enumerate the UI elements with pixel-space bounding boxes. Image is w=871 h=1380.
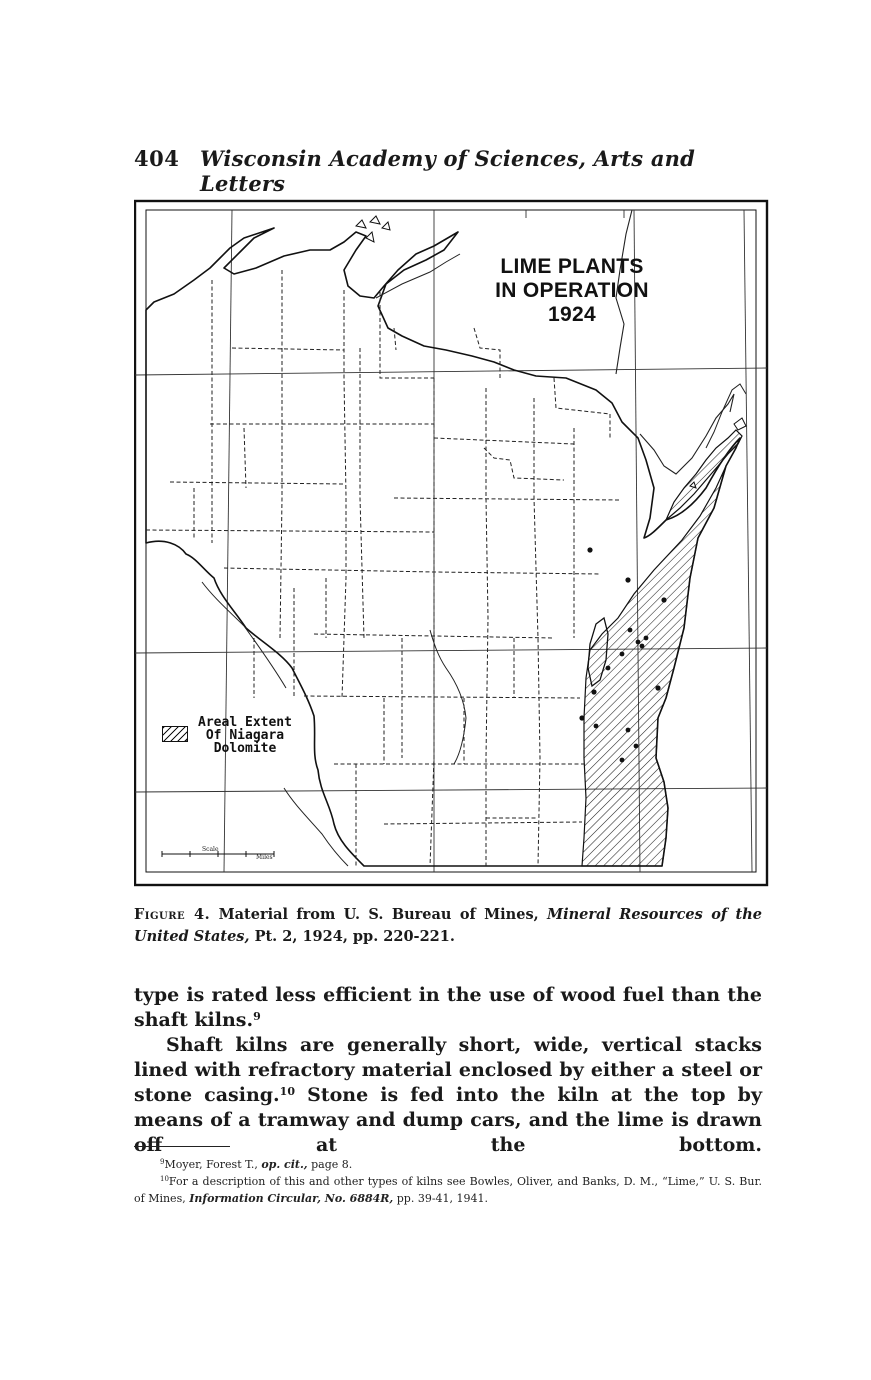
river	[202, 582, 286, 688]
footnote-italic: Information Circular, No. 6884R,	[189, 1192, 394, 1205]
footnote-text: Moyer, Forest T.,	[164, 1158, 258, 1171]
title-leader	[376, 254, 460, 298]
paragraph-text: Stone is fed into the kiln at the top by means of a tramway and dump cars, and the lime is drawn off at the bottom.	[134, 1084, 762, 1156]
lime-plant-marker	[620, 758, 625, 763]
lime-plant-marker	[620, 652, 625, 657]
county-lines	[146, 270, 620, 866]
lime-plant-marker	[579, 715, 584, 720]
paragraph	[134, 983, 762, 1033]
scale-labels	[160, 846, 290, 860]
apostle-islands	[356, 216, 390, 242]
footnote-rule	[134, 1146, 230, 1147]
lime-plant-marker	[644, 636, 649, 641]
legend-line: Dolomite	[213, 741, 277, 756]
running-head	[134, 146, 734, 196]
footnote	[134, 1156, 762, 1173]
lime-plant-marker	[625, 577, 630, 582]
legend-line: Of Niagara	[205, 728, 285, 743]
scale-label: Scale	[202, 846, 219, 853]
caption-label: Figure 4.	[134, 906, 211, 923]
map-title	[462, 255, 682, 327]
legend-hatch-swatch	[162, 726, 188, 742]
lime-plant-marker	[640, 644, 645, 649]
door-peninsula	[666, 430, 742, 520]
footnote-text: For a description of this and other types of kilns see Bowles, Oliver, and Banks, D. M., “Lime,” U. S. Bur. of Mines,	[134, 1175, 762, 1205]
figure-caption	[134, 904, 762, 948]
lime-plant-marker	[606, 666, 611, 671]
footnotes	[134, 1156, 762, 1207]
paragraph-text: type is rated less efficient in the use of wood fuel than the shaft kilns.	[134, 984, 762, 1031]
footnote-text: pp. 39-41, 1941.	[396, 1192, 489, 1205]
footnote-mark: 10	[160, 1175, 169, 1183]
page-number: 404	[134, 146, 180, 171]
scale-unit: Miles	[256, 854, 273, 861]
caption-rest: Pt. 2, 1924, pp. 220-221.	[254, 928, 455, 945]
map-title-line: 1924	[548, 303, 596, 326]
journal-title: Wisconsin Academy of Sciences, Arts and Letters	[200, 146, 695, 196]
lime-plant-marker	[636, 640, 641, 645]
map-title-line: IN OPERATION	[495, 279, 649, 302]
lime-plant-marker	[628, 628, 633, 633]
map-legend	[190, 716, 300, 755]
lime-plant-marker	[594, 724, 599, 729]
legend-line: Areal Extent	[198, 715, 292, 730]
island	[734, 418, 746, 430]
body-text	[134, 983, 762, 1158]
footnote-ref: 9	[253, 1010, 261, 1023]
lime-plant-marker	[634, 744, 639, 749]
lime-plant-marker	[587, 547, 592, 552]
river	[284, 788, 348, 866]
map-title-line: LIME PLANTS	[500, 255, 644, 278]
footnote-italic: op. cit.,	[261, 1158, 308, 1171]
lime-plant-marker	[655, 685, 660, 690]
footnote-mark: 9	[160, 1158, 165, 1166]
footnote-ref: 10	[279, 1085, 295, 1098]
footnote	[134, 1173, 762, 1207]
lime-plant-marker	[626, 728, 631, 733]
paragraph	[134, 1033, 762, 1158]
lime-plant-marker	[661, 597, 666, 602]
footnote-text: page 8.	[311, 1158, 353, 1171]
caption-title: Mineral Resources of the United States,	[134, 906, 762, 945]
paragraph-text: Shaft kilns are generally short, wide, vertical stacks lined with refractory material enclosed by either a steel or stone casing.	[134, 1034, 762, 1106]
lime-plant-marker	[591, 689, 596, 694]
caption-text: Material from U. S. Bureau of Mines,	[218, 906, 539, 923]
